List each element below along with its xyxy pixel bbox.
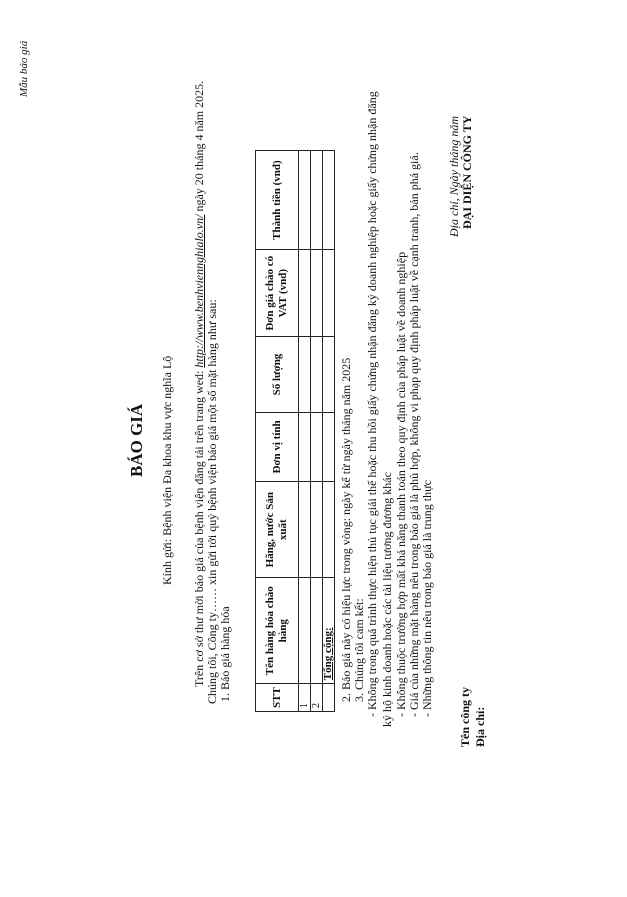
section-3-heading: 3. Chúng tôi cam kết: xyxy=(352,598,366,702)
company-address-label: Địa chỉ: xyxy=(473,706,487,747)
col-stt: STT xyxy=(256,684,299,712)
col-manufacturer: Hãng, nước Sản xuất xyxy=(256,482,299,578)
row-1-stt: 1 xyxy=(299,684,311,712)
signature-date-line: Địa chỉ, Ngày tháng năm xyxy=(447,116,461,237)
row-1-quantity xyxy=(299,337,311,412)
commitment-1-cont: ký hộ kinh doanh hoặc các tài liệu tương đương khác xyxy=(380,472,394,727)
total-cell-3 xyxy=(323,482,335,578)
page-title: BÁO GIÁ xyxy=(127,403,146,477)
col-unit-price: Đơn giá chào có VAT (vnđ) xyxy=(256,250,299,337)
col-amount: Thành tiền (vnđ) xyxy=(256,151,299,250)
quote-table xyxy=(255,150,335,712)
total-cell-5 xyxy=(323,337,335,412)
commitment-2: - Không thuộc trường hợp mất khả năng thanh toán theo quy định của pháp luật về doanh nghiệp xyxy=(394,251,408,717)
intro-suffix: ngày 20 tháng 4 năm 2025. xyxy=(192,80,206,212)
row-2-price xyxy=(311,250,323,337)
total-cell-4 xyxy=(323,412,335,481)
section-2-validity: 2. Báo giá này có hiệu lực trong vòng: ngày kể từ ngày tháng năm 2025 xyxy=(339,357,353,702)
commitment-3: - Giá của những mặt hàng nêu trong báo giá là phù hợp, không vi phạp quy định pháp luật về cạnh tranh, bán phá giá. xyxy=(407,152,421,717)
row-1-amount xyxy=(299,151,311,250)
table-row xyxy=(311,151,323,712)
total-cell-6 xyxy=(323,250,335,337)
col-unit: Đơn vị tính xyxy=(256,412,299,481)
row-2-manufacturer xyxy=(311,482,323,578)
row-2-item xyxy=(311,578,323,684)
table-row xyxy=(299,151,311,712)
recipient-line: Kính gửi: Bệnh viện Đa khoa khu vực nghĩa Lộ xyxy=(160,355,174,585)
row-1-price xyxy=(299,250,311,337)
total-cell-7 xyxy=(323,151,335,250)
signature-title: ĐẠI DIỆN CÔNG TY xyxy=(460,115,474,229)
row-1-unit xyxy=(299,412,311,481)
row-2-unit xyxy=(311,412,323,481)
section-1-heading: 1. Báo giá hàng hóa xyxy=(218,606,232,702)
total-stt-cell xyxy=(323,684,335,712)
total-label: Tổng cộng: xyxy=(323,578,335,684)
row-1-manufacturer xyxy=(299,482,311,578)
table-total-row xyxy=(323,151,335,712)
commitment-1: - Không trong quá trình thực hiện thủ tục giải thể hoặc thu hồi giấy chứng nhận đăng ký doanh nghiệp hoặc giấy chứng nhận đăng xyxy=(365,91,379,717)
intro-link[interactable]: http://www.benhviennghialo.vn/ xyxy=(192,214,206,368)
col-quantity: Số lượng xyxy=(256,337,299,412)
row-2-amount xyxy=(311,151,323,250)
template-note: Mẫu báo giá xyxy=(18,40,30,97)
intro-prefix: Trên cơ sở thư mời báo giá của bệnh viện đăng tải trên trang wed: xyxy=(192,370,206,687)
intro-line-2: Chúng tôi, Công ty…… xin gửi tới quý bệnh viện báo giá một số mặt hàng như sau: xyxy=(205,299,219,704)
company-name-label: Tên công ty xyxy=(458,687,472,747)
commitment-4: - Những thông tin nêu trong báo giá là trung thực xyxy=(420,480,434,717)
col-item-name: Tên hàng hóa chào hàng xyxy=(256,578,299,684)
row-1-item xyxy=(299,578,311,684)
table-header-row xyxy=(256,151,299,712)
row-2-stt: 2 xyxy=(311,684,323,712)
row-2-quantity xyxy=(311,337,323,412)
